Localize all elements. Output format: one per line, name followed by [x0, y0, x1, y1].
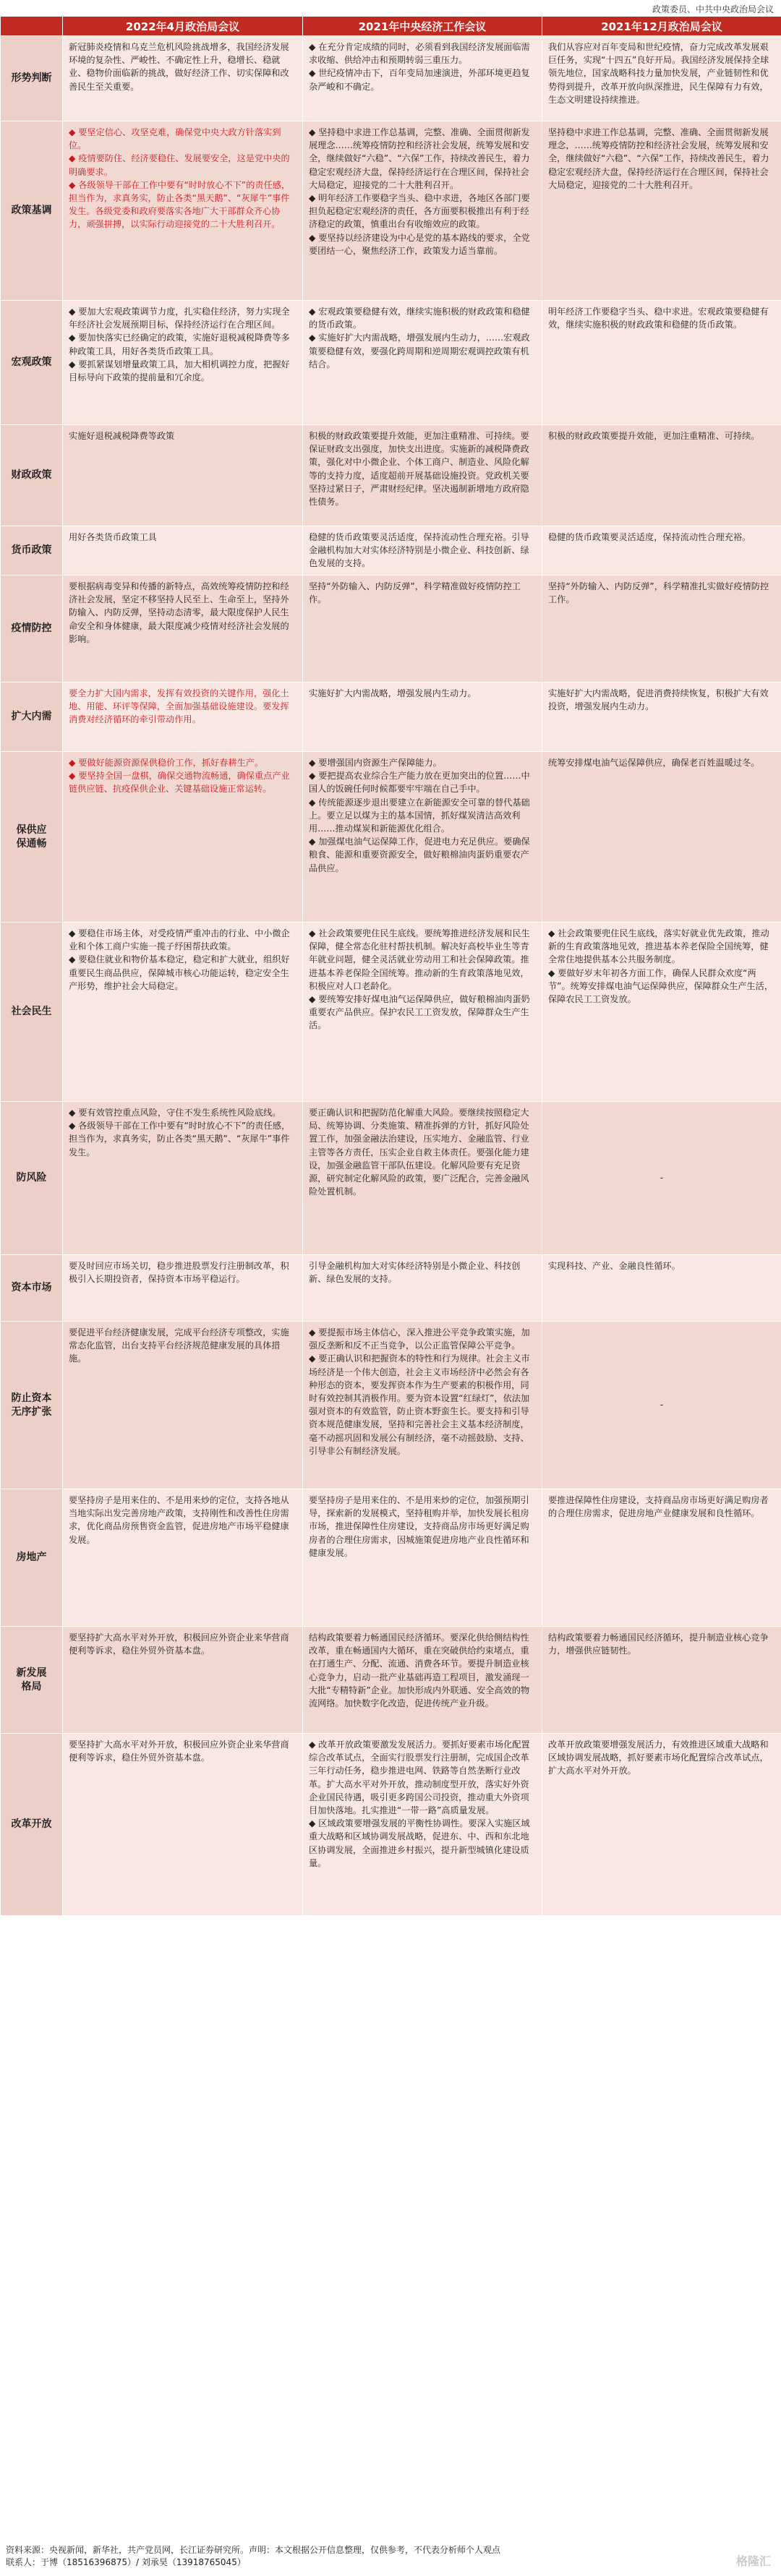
cell-c1: 要促进平台经济健康发展，完成平台经济专项整改，实施常态化监管，出台支持平台经济规范健康发展的具体措施。 [63, 1322, 303, 1489]
cell-c3: 实现科技、产业、金融良性循环。 [542, 1255, 781, 1322]
cell-c2: ◆ 改革开放政策要激发发展活力。要抓好要素市场化配置综合改革试点，全面实行股票发行注册制，完成国企改革三年行动任务，稳步推进电网、铁路等自然垄断行业改革。扩大高水平对外开放，推动制度型开放，落实好外资企业国民待遇，吸引更多跨国公司投资，推动重大外资项目加快落地。扎实推进“一带一路”高质量发展。 ◆ 区域政策要增强发展的平衡性协调性。要深入实施区域重大战略和区域协调发展战略，促进东、中、西和东北地区协调发展，全面推进乡村振兴，提升新型城镇化建设质量。 [303, 1734, 542, 1916]
row-label: 财政政策 [1, 425, 63, 526]
row-label: 防风险 [1, 1102, 63, 1255]
cell-c1: 要坚持扩大高水平对外开放，积极回应外资企业来华营商便利等诉求，稳住外贸外资基本盘。 [63, 1734, 303, 1916]
cell-c3: - [542, 1322, 781, 1489]
cell-c1: 要坚持房子是用来住的、不是用来炒的定位，支持各地从当地实际出发完善房地产政策，支持刚性和改善性住房需求，优化商品房预售资金监管，促进房地产市场平稳健康发展。 [63, 1489, 303, 1627]
cell-c3: 稳健的货币政策要灵活适度，保持流动性合理充裕。 [542, 526, 781, 575]
cell-c2: 稳健的货币政策要灵活适度，保持流动性合理充裕。引导金融机构加大对实体经济特别是小微企业、科技创新、绿色发展的支持。 [303, 526, 542, 575]
table-row [1, 1255, 781, 1322]
row-label: 房地产 [1, 1489, 63, 1627]
row-label: 疫情防控 [1, 575, 63, 682]
table-row [1, 121, 781, 301]
cell-c2: 积极的财政政策要提升效能，更加注重精准、可持续。要保证财政支出强度，加快支出进度。实施新的减税降费政策，强化对中小微企业、个体工商户、制造业、风险化解等的支持力度，适度超前开展基础设施投资。党政机关要坚持过紧日子，严肃财经纪律。坚决遏制新增地方政府隐性债务。 [303, 425, 542, 526]
table-row [1, 1322, 781, 1489]
cell-c3: 坚持稳中求进工作总基调，完整、准确、全面贯彻新发展理念，……统筹疫情防控和经济社会发展，统筹发展和安全，继续做好“六稳”、“六保”工作，持续改善民生，着力稳定宏观经济大盘，保持经济运行在合理区间，保持社会大局稳定，迎接党的二十大胜利召开。 [542, 121, 781, 301]
table-row [1, 301, 781, 425]
row-label: 政策基调 [1, 121, 63, 301]
table-row [1, 526, 781, 575]
footer-contact-line: 联系人：于博（18516396875）/ 刘承昊（13918765045） [6, 2557, 246, 2567]
cell-c2: ◆ 宏观政策要稳健有效，继续实施积极的财政政策和稳健的货币政策。 ◆ 实施好扩大内需战略，增强发展内生动力，……宏观政策要稳健有效，要强化跨周期和逆周期宏观调控政策有机结合。 [303, 301, 542, 425]
row-label: 形势判断 [1, 36, 63, 121]
cell-c2: 结构政策要着力畅通国民经济循环。要深化供给侧结构性改革，重在畅通国内大循环，重在突破供给约束堵点，重在打通生产、分配、流通、消费各环节。要提升制造业核心竞争力，启动一批产业基础再造工程项目，激发涌现一大批“专精特新”企业。加快形成内外联通、安全高效的物流网络。加快数字化改造，促进传统产业升级。 [303, 1627, 542, 1734]
row-label: 货币政策 [1, 526, 63, 575]
cell-c3: 实施好扩大内需战略，促进消费持续恢复，积极扩大有效投资，增强发展内生动力。 [542, 682, 781, 752]
cell-c3: 要推进保障性住房建设，支持商品房市场更好满足购房者的合理住房需求，促进房地产业健康发展和良性循环。 [542, 1489, 781, 1627]
cell-c3: 结构政策要着力畅通国民经济循环，提升制造业核心竞争力，增强供应链韧性。 [542, 1627, 781, 1734]
cell-c1: 要及时回应市场关切，稳步推进股票发行注册制改革，积极引入长期投资者，保持资本市场平稳运行。 [63, 1255, 303, 1322]
row-label: 保供应 保通畅 [1, 752, 63, 923]
cell-c1: ◆ 要稳住市场主体，对受疫情严重冲击的行业、中小微企业和个体工商户实施一揽子纾困帮扶政策。 ◆ 要稳住就业和物价基本稳定，稳定和扩大就业，组织好重要民生商品供应，保障城市核心功能运转，稳定安全生产形势，维护社会大局稳定。 [63, 923, 303, 1102]
header-cell [1, 17, 63, 36]
table-row [1, 36, 781, 121]
cell-c2: 要正确认识和把握防范化解重大风险。要继续按照稳定大局、统筹协调、分类施策、精准拆弹的方针，抓好风险处置工作，加强金融法治建设，压实地方、金融监管、行业主管等各方责任，压实企业自救主体责任。要强化能力建设，加强金融监管干部队伍建设。化解风险要有充足资源，研究制定化解风险的政策，要广泛配合，完善金融风险处置机制。 [303, 1102, 542, 1255]
row-label: 扩大内需 [1, 682, 63, 752]
row-label: 新发展 格局 [1, 1627, 63, 1734]
watermark-logo: 格隆汇 [735, 2554, 771, 2568]
table-row [1, 1627, 781, 1734]
cell-c3: 积极的财政政策要提升效能，更加注重精准、可持续。 [542, 425, 781, 526]
top-note: 政策委员、中共中央政治局会议 [652, 4, 774, 14]
cell-c3: - [542, 1102, 781, 1255]
row-label: 社会民生 [1, 923, 63, 1102]
cell-c1: ◆ 要加大宏观政策调节力度，扎实稳住经济，努力实现全年经济社会发展预期目标，保持经济运行在合理区间。 ◆ 要加快落实已经确定的政策，实施好退税减税降费等多种政策工具，用好各类货币政策工具。 ◆ 要抓紧谋划增量政策工具，加大相机调控力度，把握好目标导向下政策的提前量和冗余度。 [63, 301, 303, 425]
header-cell: 2022年4月政治局会议 [63, 17, 303, 36]
cell-c1: 要坚持扩大高水平对外开放，积极回应外资企业来华营商便利等诉求，稳住外贸外资基本盘。 [63, 1627, 303, 1734]
cell-c1: 用好各类货币政策工具 [63, 526, 303, 575]
cell-c2: 要坚持房子是用来住的、不是用来炒的定位，加强预期引导，探索新的发展模式，坚持租购并举，加快发展长租房市场，推进保障性住房建设，支持商品房市场更好满足购房者的合理住房需求，因城施策促进房地产业良性循环和健康发展。 [303, 1489, 542, 1627]
cell-c2: ◆ 要增强国内资源生产保障能力。 ◆ 要把提高农业综合生产能力放在更加突出的位置……中国人的饭碗任何时候都要牢牢端在自己手中。 ◆ 传统能源逐步退出要建立在新能源安全可靠的替代基础上。要立足以煤为主的基本国情，抓好煤炭清洁高效利用……推动煤炭和新能源优化组合。 ◆ 加强煤电油气运保障工作，促进电力充足供应。要确保粮食、能源和重要资源安全，做好粮棉油肉蛋奶重要农产品供应。 [303, 752, 542, 923]
cell-c1: ◆ 要坚定信心、攻坚克难，确保党中央大政方针落实到位。 ◆ 疫情要防住、经济要稳住、发展要安全，这是党中央的明确要求。 ◆ 各级领导干部在工作中要有“时时放心不下”的责任感，担当作为，求真务实，防止各类“黑天鹅”、“灰犀牛”事件发生。各级党委和政府要落实各地广大干部群众齐心协力，顽强拼搏，以实际行动迎接党的二十大胜利召开。 [63, 121, 303, 301]
cell-c2: 引导金融机构加大对实体经济特别是小微企业、科技创新、绿色发展的支持。 [303, 1255, 542, 1322]
cell-c2: ◆ 要提振市场主体信心，深入推进公平竞争政策实施，加强反垄断和反不正当竞争，以公正监管保障公平竞争。 ◆ 要正确认识和把握资本的特性和行为规律。社会主义市场经济是一个伟大创造，社会主义市场经济中必然会有各种形态的资本，要发挥资本作为生产要素的积极作用，同时有效控制其消极作用。要为资本设置“红绿灯”，依法加强对资本的有效监管，防止资本野蛮生长。要支持和引导资本规范健康发展，坚持和完善社会主义基本经济制度，毫不动摇巩固和发展公有制经济，毫不动摇鼓励、支持、引导非公有制经济发展。 [303, 1322, 542, 1489]
footer [0, 2541, 781, 2576]
row-label: 资本市场 [1, 1255, 63, 1322]
header-cell: 2021年中央经济工作会议 [303, 17, 542, 36]
footer-source-line: 资料来源：央视新闻，新华社，共产党员网，长江证券研究所。声明：本文根据公开信息整理，仅供参考，不代表分析师个人观点 [6, 2545, 501, 2555]
cell-c2: ◆ 在充分肯定成绩的同时，必须看到我国经济发展面临需求收缩、供给冲击和预期转弱三重压力。 ◆ 世纪疫情冲击下，百年变局加速演进，外部环境更趋复杂严峻和不确定。 [303, 36, 542, 121]
cell-c3: 坚持“外防输入、内防反弹”，科学精准扎实做好疫情防控工作。 [542, 575, 781, 682]
cell-c1: ◆ 要做好能源资源保供稳价工作，抓好春耕生产。 ◆ 要坚持全国一盘棋，确保交通物流畅通，确保重点产业链供应链、抗疫保供企业、关键基础设施正常运转。 [63, 752, 303, 923]
cell-c2: 实施好扩大内需战略，增强发展内生动力。 [303, 682, 542, 752]
row-label: 防止资本 无序扩张 [1, 1322, 63, 1489]
cell-c1: ◆ 要有效管控重点风险，守住不发生系统性风险底线。 ◆ 各级领导干部在工作中要有“时时放心不下”的责任感，担当作为，求真务实，防止各类“黑天鹅”、“灰犀牛”事件发生。 [63, 1102, 303, 1255]
cell-c3: 改革开放政策要增强发展活力，有效推进区域重大战略和区域协调发展战略，抓好要素市场化配置综合改革试点，扩大高水平对外开放。 [542, 1734, 781, 1916]
cell-c1: 新冠肺炎疫情和乌克兰危机风险挑战增多，我国经济发展环境的复杂性、严峻性、不确定性上升，稳增长、稳就业、稳物价面临新的挑战，做好经济工作、切实保障和改善民生至关重要。 [63, 36, 303, 121]
row-label: 宏观政策 [1, 301, 63, 425]
cell-c1: 实施好退税减税降费等政策 [63, 425, 303, 526]
cell-c3: 统筹安排煤电油气运保障供应，确保老百姓温暖过冬。 [542, 752, 781, 923]
table-row [1, 923, 781, 1102]
table-row [1, 1734, 781, 1916]
table-row [1, 1102, 781, 1255]
cell-c3: 明年经济工作要稳字当头、稳中求进。宏观政策要稳健有效，继续实施积极的财政政策和稳健的货币政策。 [542, 301, 781, 425]
cell-c2: ◆ 社会政策要兜住民生底线。要统筹推进经济发展和民生保障，健全常态化驻村帮扶机制。解决好高校毕业生等青年就业问题，健全灵活就业劳动用工和社会保障政策。推进基本养老保险全国统筹。推动新的生育政策落地见效，积极应对人口老龄化。 ◆ 要统筹安排好煤电油气运保障供应，做好粮棉油肉蛋奶重要农产品供应。保护农民工工资发放，保障群众生产生活。 [303, 923, 542, 1102]
table-row [1, 1489, 781, 1627]
cell-c1: 要全力扩大国内需求，发挥有效投资的关键作用，强化土地、用能、环评等保障，全面加强基础设施建设。要发挥消费对经济循环的牵引带动作用。 [63, 682, 303, 752]
cell-c3: ◆ 社会政策要兜住民生底线，落实好就业优先政策，推动新的生育政策落地见效，推进基本养老保险全国统筹，健全常住地提供基本公共服务制度。 ◆ 要做好岁末年初各方面工作，确保人民群众欢度“两节”。统筹安排煤电油气运保障供应，保障群众生产生活，保障农民工工资发放。 [542, 923, 781, 1102]
cell-c1: 要根据病毒变异和传播的新特点，高效统筹疫情防控和经济社会发展，坚定不移坚持人民至上、生命至上，坚持外防输入、内防反弹，坚持动态清零，最大限度保护人民生命安全和身体健康，最大限度减少疫情对经济社会发展的影响。 [63, 575, 303, 682]
table-row [1, 425, 781, 526]
cell-c2: ◆ 坚持稳中求进工作总基调，完整、准确、全面贯彻新发展理念……统筹疫情防控和经济社会发展，统筹发展和安全，继续做好“六稳”、“六保”工作，持续改善民生，着力稳定宏观经济大盘，保持经济运行在合理区间，保持社会大局稳定，迎接党的二十大胜利召开。 ◆ 明年经济工作要稳字当头、稳中求进，各地区各部门要担负起稳定宏观经济的责任，各方面要积极推出有利于经济稳定的政策，慎重出台有收缩效应的政策。 ◆ 要坚持以经济建设为中心是党的基本路线的要求，全党要团结一心，聚焦经济工作，政策发力适当靠前。 [303, 121, 542, 301]
table-row [1, 682, 781, 752]
row-label: 改革开放 [1, 1734, 63, 1916]
header-cell: 2021年12月政治局会议 [542, 17, 781, 36]
cell-c3: 我们从容应对百年变局和世纪疫情，奋力完成改革发展艰巨任务，实现“十四五”良好开局。我国经济发展保持全球领先地位，国家战略科技力量加快发展，产业链韧性和优势得到提升，改革开放向纵深推进，民生保障有力有效，生态文明建设持续推进。 [542, 36, 781, 121]
table-row [1, 752, 781, 923]
cell-c2: 坚持“外防输入、内防反弹”，科学精准做好疫情防控工作。 [303, 575, 542, 682]
table-header-row [1, 17, 781, 36]
policy-comparison-table [0, 16, 781, 1916]
table-row [1, 575, 781, 682]
